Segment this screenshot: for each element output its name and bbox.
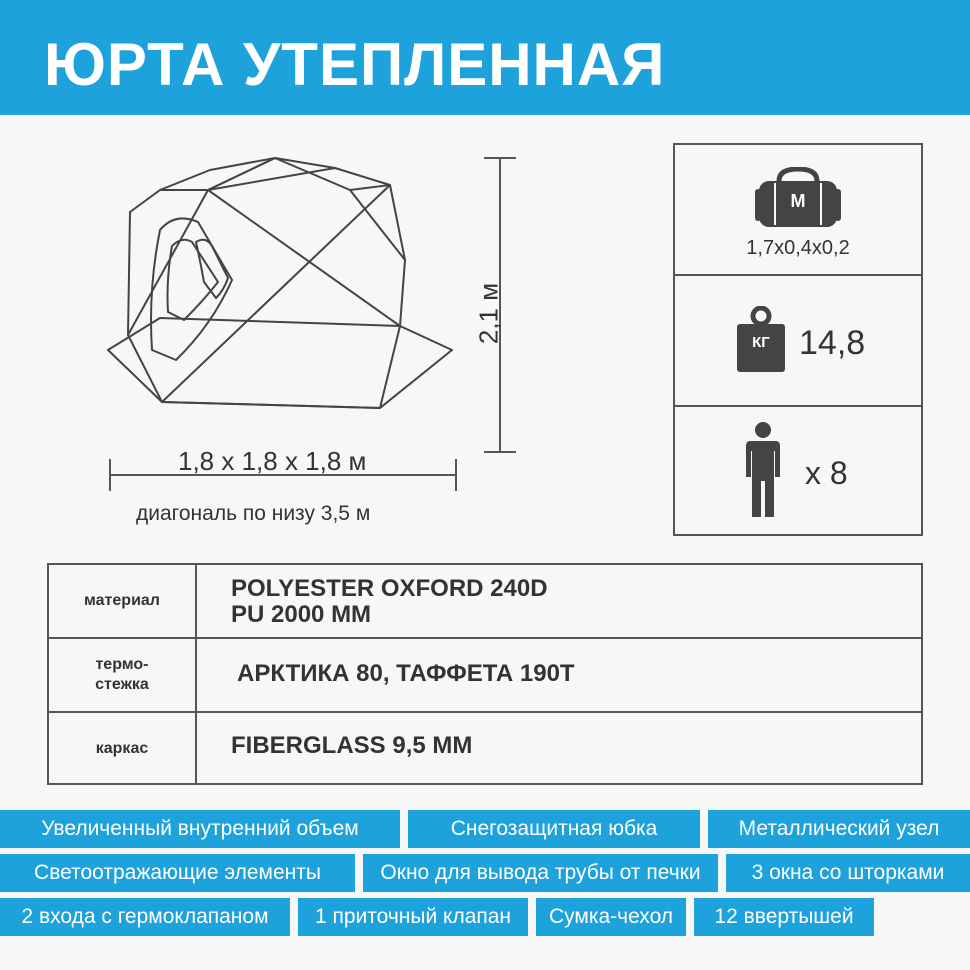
page-title: ЮРТА УТЕПЛЕННАЯ [44,31,666,98]
feature-tag: Увеличенный внутренний объем [0,810,400,848]
row-value: FIBERGLASS 9,5 MM [231,732,473,759]
row-value: АРКТИКА 80, ТАФФЕТА 190Т [237,660,575,687]
weight-unit: КГ [752,334,770,351]
row-key: материал [49,565,197,637]
feature-tag: Металлический узел [708,810,970,848]
table-row [49,637,921,711]
weight-value: 14,8 [799,324,866,362]
capacity-value: х 8 [805,455,848,491]
feature-tag: Сумка-чехол [536,898,686,936]
feature-tag: 1 приточный клапан [298,898,528,936]
row-key: каркас [49,713,197,785]
feature-tag: 2 входа с гермоклапаном [0,898,290,936]
capacity-cell [675,405,921,536]
row-key: термо- стежка [49,639,197,711]
feature-tag: Окно для вывода трубы от печки [363,854,718,892]
table-row [49,565,921,637]
weight-cell [675,274,921,407]
feature-tag: 12 ввертышей [694,898,874,936]
spec-panel [673,143,923,536]
bag-size: 1,7х0,4х0,2 [746,237,850,259]
row-value: POLYESTER OXFORD 240D PU 2000 MM [231,575,548,628]
person-icon [745,421,781,519]
spec-table [47,563,923,785]
size-label: 1,8 х 1,8 х 1,8 м [178,446,367,476]
header-banner [0,0,970,115]
feature-tag: 3 окна со шторками [726,854,970,892]
table-row [49,711,921,785]
height-label: 2,1 м [473,282,504,345]
feature-tag: Снегозащитная юбка [408,810,700,848]
bag-letter: М [790,191,806,211]
feature-tag: Светоотражающие элементы [0,854,355,892]
bag-cell [675,145,921,274]
diagonal-label: диагональ по низу 3,5 м [136,502,371,525]
